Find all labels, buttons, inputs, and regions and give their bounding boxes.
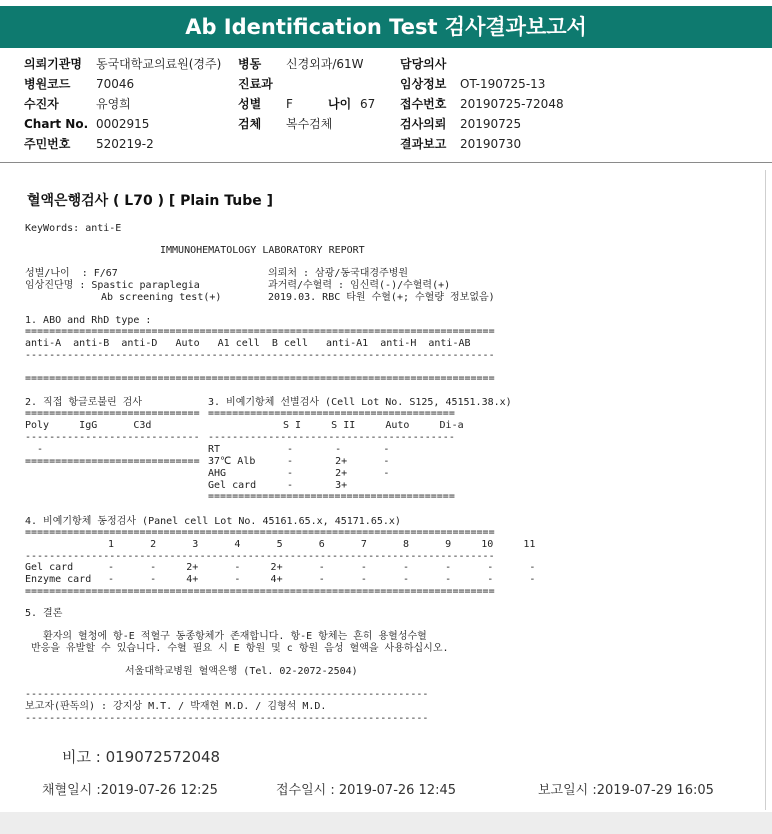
rule: ------------------------------------------------------------------- xyxy=(25,713,429,724)
bottom-margin xyxy=(0,812,772,834)
conclusion-title: 5. 결론 xyxy=(25,608,63,619)
patient-diagnosis: 임상진단명 : Spastic paraplegia xyxy=(25,280,200,291)
value-hospital-code: 70046 xyxy=(96,77,135,91)
remark: 비고 : 019072572048 xyxy=(62,748,221,766)
rule: ============================================================================== xyxy=(25,326,495,337)
label-request-date: 검사의뢰 xyxy=(400,117,447,131)
screening-row-label: RT xyxy=(208,444,221,455)
receipt-datetime: 접수일시 : 2019-07-26 12:45 xyxy=(276,783,457,798)
dat-title: 2. 직접 항글로불린 검사 xyxy=(25,397,143,408)
label-sex: 성별 xyxy=(238,97,262,111)
header-divider xyxy=(0,162,772,163)
value-receipt-number: 20190725-72048 xyxy=(460,97,564,111)
rule: ----------------------------- xyxy=(25,432,200,443)
panel-row-values: - - 4+ - 4+ - - - - - - xyxy=(108,574,536,585)
keywords: KeyWords: anti-E xyxy=(25,223,122,234)
rule: ========================================= xyxy=(208,491,455,502)
value-requesting-institution: 동국대학교의료원(경주) xyxy=(96,57,222,71)
label-patient-name: 수진자 xyxy=(24,97,59,111)
conclusion-line-1: 환자의 혈청에 항-E 적혈구 동종항체가 존재합니다. 항-E 항체는 흔히 용혈성수혈 xyxy=(25,631,427,642)
label-ward: 병동 xyxy=(238,57,262,71)
label-requesting-institution: 의뢰기관명 xyxy=(24,57,82,71)
value-result-report-date: 20190730 xyxy=(460,137,522,151)
hospital-contact: 서울대학교병원 혈액은행 (Tel. 02-2072-2504) xyxy=(125,666,358,677)
value-ward: 신경외과/61W xyxy=(286,57,364,71)
label-resident-number: 주민번호 xyxy=(24,137,71,151)
collection-datetime: 채혈일시 :2019-07-26 12:25 xyxy=(42,783,218,798)
panel-row-label: Gel card xyxy=(25,562,74,573)
report-title: Ab Identification Test 검사결과보고서 xyxy=(0,6,772,48)
dat-headers: Poly IgG C3d xyxy=(25,420,152,431)
label-clinical-info: 임상정보 xyxy=(400,77,447,91)
lab-report-title: IMMUNOHEMATOLOGY LABORATORY REPORT xyxy=(160,245,365,256)
label-specimen: 검체 xyxy=(238,117,262,131)
value-sex: F xyxy=(286,97,293,111)
label-chart-no: Chart No. xyxy=(24,117,89,131)
value-request-date: 20190725 xyxy=(460,117,522,131)
section-title: 혈액은행검사 ( L70 ) [ Plain Tube ] xyxy=(27,193,274,209)
value-chart-no: 0002915 xyxy=(96,117,150,131)
panel-headers: 1 2 3 4 5 6 7 8 9 10 11 xyxy=(108,539,536,550)
patient-history: 과거력/수혈력 : 임신력(-)/수혈력(+) xyxy=(268,280,451,291)
value-clinical-info: OT-190725-13 xyxy=(460,77,546,91)
antibody-screening-title: 3. 비예기항체 선별검사 (Cell Lot No. S125, 45151.38.x) xyxy=(208,397,512,408)
rule: ----------------------------------------- xyxy=(208,432,455,443)
screening-row-values: - 3+ xyxy=(287,480,348,491)
panel-row-label: Enzyme card xyxy=(25,574,92,585)
patient-sex-age: 성별/나이 : F/67 xyxy=(25,268,118,279)
label-age: 나이 xyxy=(328,97,352,111)
rule: ============================================================================== xyxy=(25,527,495,538)
antibody-screening-headers: S I S II Auto Di-a xyxy=(283,420,464,431)
report-border xyxy=(765,170,766,810)
patient-transfusion-history: 2019.03. RBC 타원 수혈(+; 수혈량 정보없음) xyxy=(268,292,495,303)
patient-info-header xyxy=(0,52,772,160)
value-age: 67 xyxy=(360,97,376,111)
rule: ------------------------------------------------------------------------------ xyxy=(25,551,495,562)
report-datetime: 보고일시 :2019-07-29 16:05 xyxy=(538,783,714,798)
value-specimen: 복수검체 xyxy=(286,117,333,131)
antibody-identification-title: 4. 비예기항체 동정검사 (Panel cell Lot No. 45161.65.x, 45171.65.x) xyxy=(25,516,401,527)
screening-row-values: - 2+ - xyxy=(287,456,390,467)
label-attending-doctor: 담당의사 xyxy=(400,57,447,71)
screening-row-label: Gel card xyxy=(208,480,257,491)
rule: ============================================================================== xyxy=(25,586,495,597)
value-resident-number: 520219-2 xyxy=(96,137,154,151)
screening-row-label: AHG xyxy=(208,468,227,479)
screening-row-values: - 2+ - xyxy=(287,468,390,479)
value-patient-name: 유영희 xyxy=(96,97,131,111)
panel-row-values: - - 2+ - 2+ - - - - - - xyxy=(108,562,536,573)
abo-rhd-title: 1. ABO and RhD type : xyxy=(25,315,152,326)
conclusion-line-2: 반응을 유발할 수 있습니다. 수혈 필요 시 E 항원 및 c 항원 음성 혈액을 사용하십시오. xyxy=(25,643,449,654)
rule: ============================= xyxy=(25,408,200,419)
rule: ========================================= xyxy=(208,408,455,419)
dat-values: - xyxy=(25,444,44,455)
patient-requester: 의뢰처 : 삼광/동국대경주병원 xyxy=(268,268,409,279)
rule: ============================= xyxy=(25,456,200,467)
label-result-report-date: 결과보고 xyxy=(400,137,447,151)
patient-screening: Ab screening test(+) xyxy=(101,292,222,303)
rule: ------------------------------------------------------------------------------ xyxy=(25,350,495,361)
reporters: 보고자(판독의) : 강지상 M.T. / 박재현 M.D. / 김형석 M.D. xyxy=(25,701,327,712)
rule: ============================================================================== xyxy=(25,373,495,384)
label-hospital-code: 병원코드 xyxy=(24,77,71,91)
screening-row-label: 37℃ Alb xyxy=(208,456,256,467)
rule: ------------------------------------------------------------------- xyxy=(25,689,429,700)
label-department: 진료과 xyxy=(238,77,273,91)
abo-rhd-headers: anti-A anti-B anti-D Auto A1 cell B cell anti-A1 anti-H anti-AB xyxy=(25,338,471,349)
label-receipt-number: 접수번호 xyxy=(400,97,447,111)
screening-row-values: - - - xyxy=(287,444,390,455)
